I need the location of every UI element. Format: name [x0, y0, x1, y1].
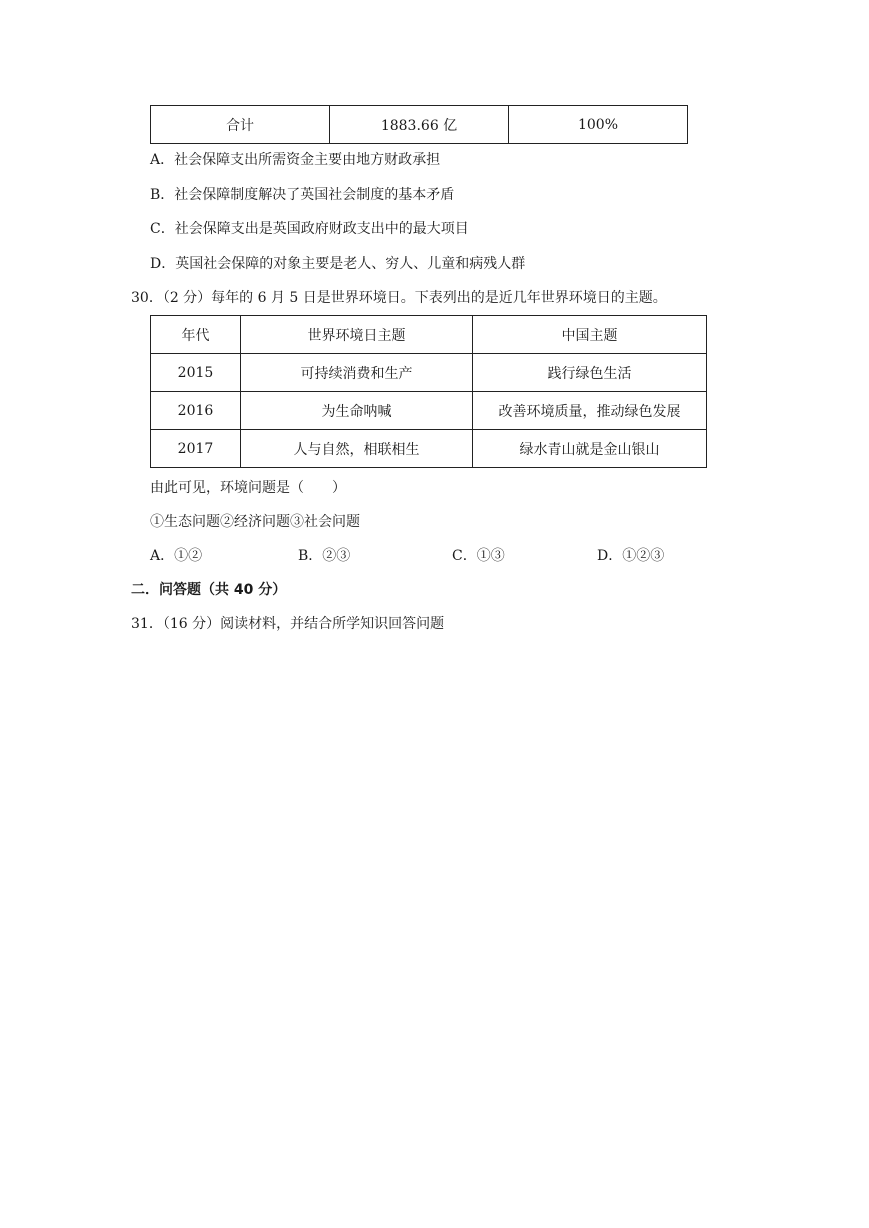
q29-option-d: D．英国社会保障的对象主要是老人、穷人、儿童和病残人群: [150, 256, 526, 272]
cell-china-theme: 改善环境质量，推动绿色发展: [473, 392, 707, 430]
cell-world-theme: 人与自然，相联相生: [241, 430, 473, 468]
q31-stem: 31．（16 分）阅读材料，并结合所学知识回答问题: [131, 616, 445, 632]
cell-year: 2015: [151, 354, 241, 392]
q29-option-b: B．社会保障制度解决了英国社会制度的基本矛盾: [150, 187, 455, 203]
cell-china-theme: 践行绿色生活: [473, 354, 707, 392]
total-label-cell: 合计: [151, 106, 330, 144]
q30-option-d: D．①②③: [597, 548, 665, 564]
q30-question: 由此可见，环境问题是（ ）: [150, 480, 346, 496]
table-row: [151, 430, 707, 468]
cell-world-theme: 为生命呐喊: [241, 392, 473, 430]
total-amount-cell: 1883.66 亿: [330, 106, 509, 144]
total-percent-cell: 100%: [509, 106, 688, 144]
cell-year: 2016: [151, 392, 241, 430]
cell-world-theme: 可持续消费和生产: [241, 354, 473, 392]
cell-china-theme: 绿水青山就是金山银山: [473, 430, 707, 468]
header-world-theme: 世界环境日主题: [241, 316, 473, 354]
table-header-row: [151, 316, 707, 354]
q30-option-a: A．①②: [150, 548, 203, 564]
section-2-title: 二．问答题（共 40 分）: [131, 582, 287, 598]
table-row: [151, 392, 707, 430]
environment-day-table: [150, 315, 707, 468]
table-row: [151, 354, 707, 392]
q30-option-b: B．②③: [298, 548, 351, 564]
header-china-theme: 中国主题: [473, 316, 707, 354]
header-year: 年代: [151, 316, 241, 354]
q29-option-a: A．社会保障支出所需资金主要由地方财政承担: [150, 152, 441, 168]
cell-year: 2017: [151, 430, 241, 468]
table-row: [151, 106, 688, 144]
q29-option-c: C．社会保障支出是英国政府财政支出中的最大项目: [150, 221, 469, 237]
q30-items: ①生态问题②经济问题③社会问题: [150, 514, 360, 530]
q30-stem: 30．（2 分）每年的 6 月 5 日是世界环境日。下表列出的是近几年世界环境日的主题。: [131, 290, 667, 306]
total-table: [150, 105, 688, 144]
q30-option-c: C．①③: [452, 548, 505, 564]
